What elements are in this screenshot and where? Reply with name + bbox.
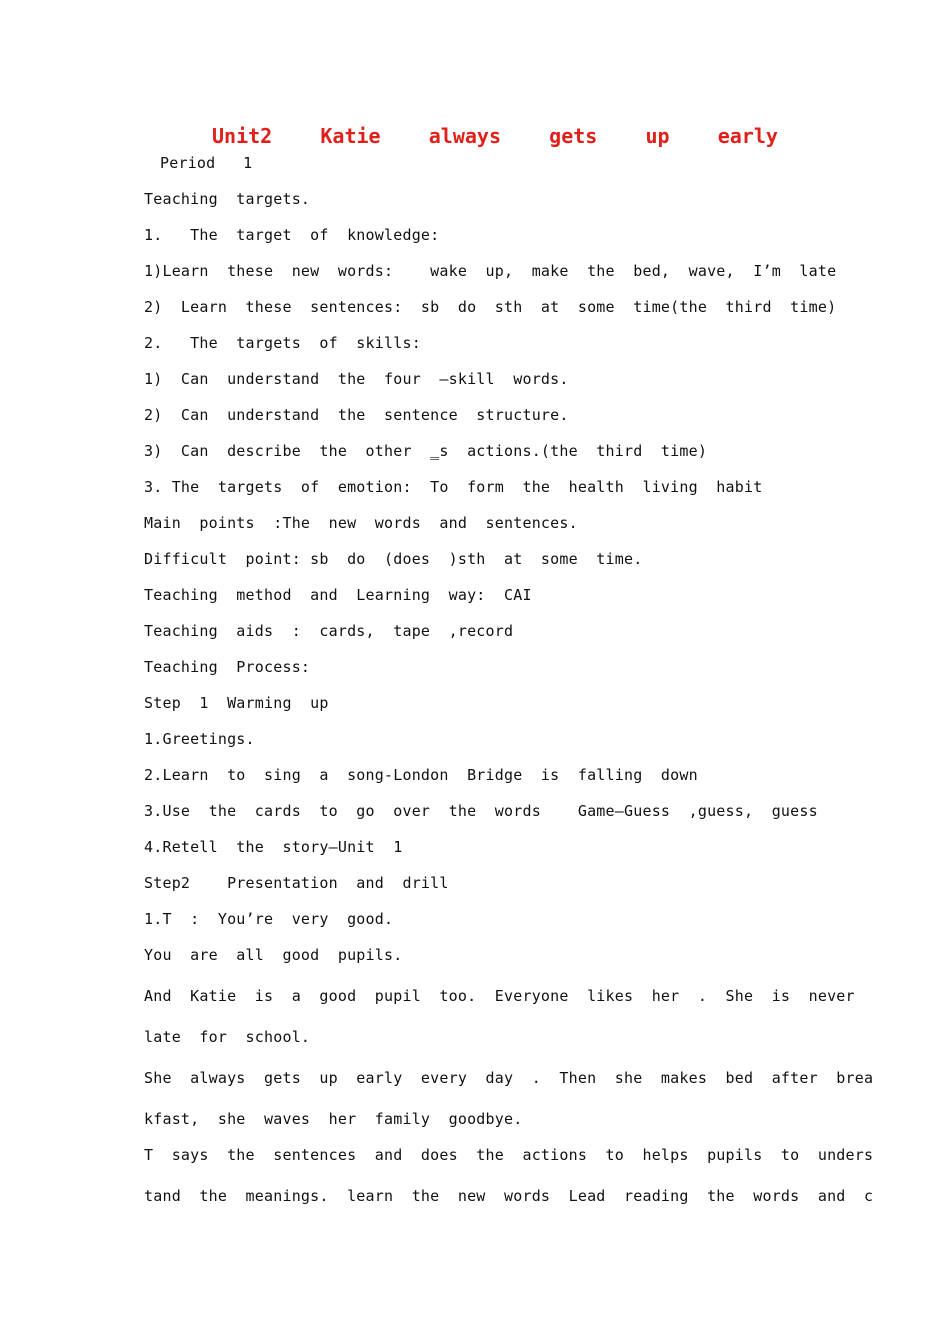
- text-line: 2) Can understand the sentence structure.: [144, 406, 569, 424]
- text-line: 4.Retell the story—Unit 1: [144, 838, 403, 856]
- text-line: Teaching aids : cards, tape ,record: [144, 622, 514, 640]
- text-line: Main points :The new words and sentences.: [144, 514, 578, 532]
- text-line: 3. The targets of emotion: To form the health living habit: [144, 478, 763, 496]
- text-line: 3.Use the cards to go over the words Game—Guess ,guess, guess: [144, 802, 818, 820]
- text-line: 1)Learn these new words: wake up, make the bed, wave, I’m late: [144, 262, 837, 280]
- text-line: kfast, she waves her family goodbye.: [144, 1110, 523, 1128]
- period-label: Period 1: [160, 154, 253, 172]
- text-line: Teaching Process:: [144, 658, 311, 676]
- text-line: Step 1 Warming up: [144, 694, 329, 712]
- text-line: And Katie is a good pupil too. Everyone likes her . She is never: [144, 987, 855, 1005]
- text-line: She always gets up early every day . Then she makes bed after brea: [144, 1069, 874, 1087]
- text-line: tand the meanings. learn the new words Lead reading the words and c: [144, 1187, 874, 1205]
- text-line: 2.Learn to sing a song-London Bridge is falling down: [144, 766, 698, 784]
- text-line: 2) Learn these sentences: sb do sth at some time(the third time): [144, 298, 837, 316]
- text-line: Teaching method and Learning way: CAI: [144, 586, 532, 604]
- text-line: 1.Greetings.: [144, 730, 255, 748]
- text-line: Step2 Presentation and drill: [144, 874, 449, 892]
- text-line: 1.T : You’re very good.: [144, 910, 394, 928]
- text-line: Teaching targets.: [144, 190, 311, 208]
- document-title: Unit2 Katie always gets up early: [212, 124, 778, 148]
- text-line: 1. The target of knowledge:: [144, 226, 440, 244]
- text-line: 3) Can describe the other ‗s actions.(the third time): [144, 442, 708, 460]
- text-line: Difficult point: sb do (does )sth at some time.: [144, 550, 643, 568]
- text-line: 1) Can understand the four –skill words.: [144, 370, 569, 388]
- text-line: late for school.: [144, 1028, 311, 1046]
- text-line: 2. The targets of skills:: [144, 334, 421, 352]
- text-line: T says the sentences and does the actions to helps pupils to unders: [144, 1146, 874, 1164]
- text-line: You are all good pupils.: [144, 946, 403, 964]
